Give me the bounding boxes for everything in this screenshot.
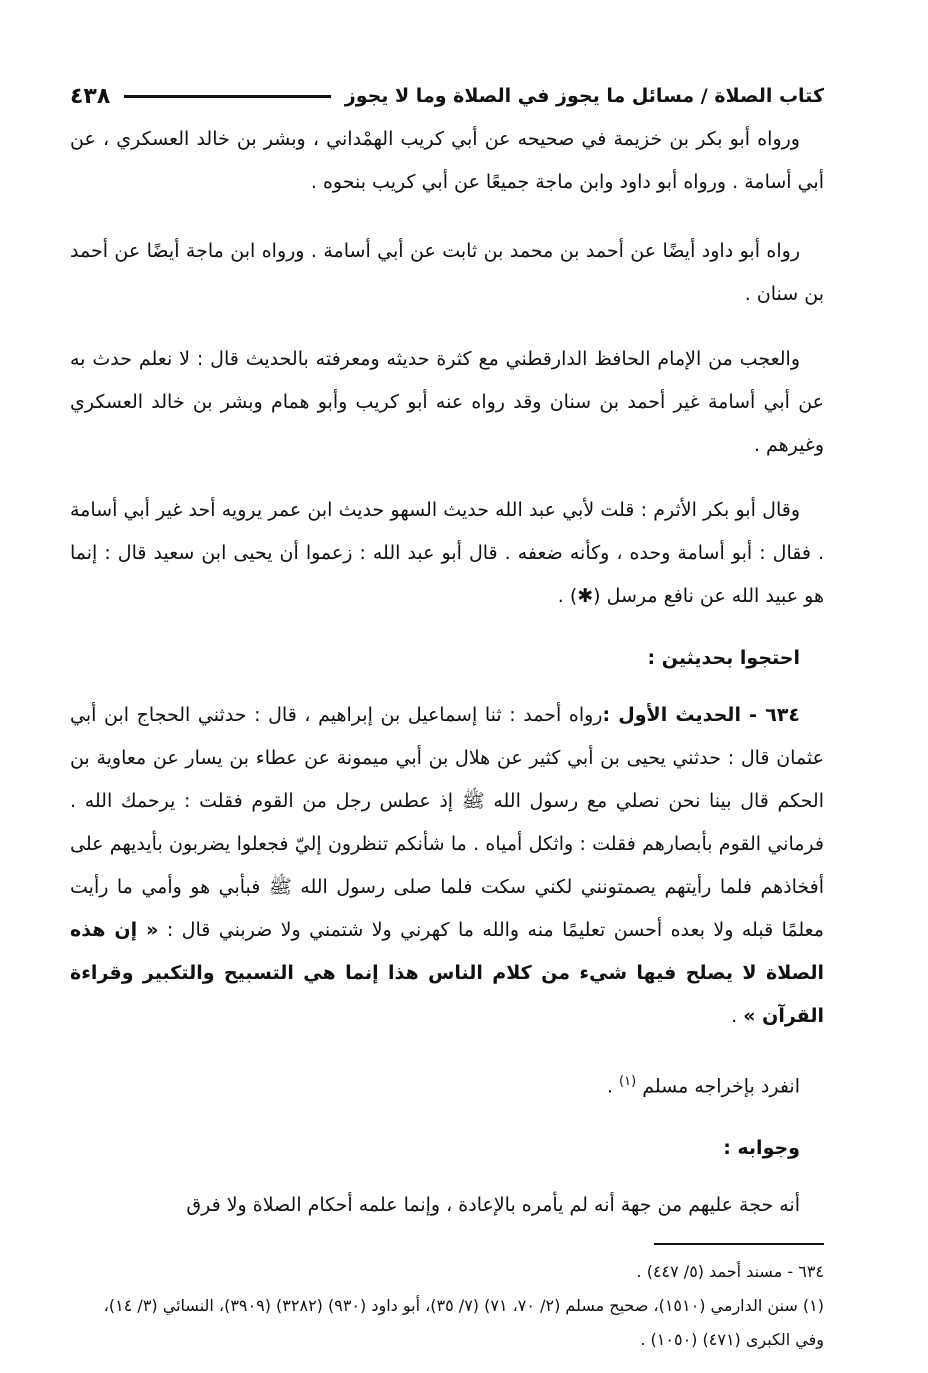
section-subheading: احتجوا بحديثين : xyxy=(647,647,800,669)
paragraph-6-text: انفرد بإخراجه مسلم xyxy=(642,1075,800,1098)
hadith-paragraph xyxy=(70,694,824,1038)
paragraph-6-end: . xyxy=(606,1075,620,1098)
hadith-lead: ٦٣٤ - الحديث الأول : xyxy=(602,704,801,726)
footnote-separator xyxy=(654,1243,824,1245)
answer-label: وجوابه : xyxy=(723,1137,800,1160)
footnote-marker: (١) xyxy=(619,1074,637,1089)
header-rule xyxy=(124,95,330,98)
page-number: ٤٣٨ xyxy=(70,83,111,109)
paragraph-4: وقال أبو بكر الأثرم : قلت لأبي عبد الله حديث السهو حديث ابن عمر يرويه أحد غير أبي أسامة . فقال : أبو أسامة وحده ، وكأنه ضعفه . قال أبو عبد الله : زعموا أن يحيى ابن سعيد قال : إنما هو عبيد الله عن نافع مرسل (✱) . xyxy=(70,499,824,607)
book-page xyxy=(70,78,824,1357)
hadith-quote: « إن هذه الصلاة لا يصلح فيها شيء من كلام الناس هذا إنما هي التسبيح والتكبير وقراءة القرآن » xyxy=(70,919,824,1027)
paragraph-6 xyxy=(70,1060,824,1108)
paragraph-1: ورواه أبو بكر بن خزيمة في صحيحه عن أبي كريب الهمْداني ، وبشر بن خالد العسكري ، عن أبي أسامة . ورواه أبو داود وابن ماجة جميعًا عن أبي كريب بنحوه . xyxy=(70,128,824,193)
footnote-1: ٦٣٤ - مسند أحمد (٥/ ٤٤٧) . xyxy=(636,1262,824,1282)
page-header xyxy=(70,78,824,114)
footnote-2: (١) سنن الدارمي (١٥١٠)، صحيح مسلم (٢/ ٧٠، ٧١) (٧/ ٣٥)، أبو داود (٩٣٠) (٣٢٨٢) (٣٩٠٩)، النسائي (٣/ ١٤)، وفي الكبرى (٤٧١) (١٠٥٠) . xyxy=(103,1296,824,1350)
paragraph-2: رواه أبو داود أيضًا عن أحمد بن محمد بن ثابت عن أبي أسامة . ورواه ابن ماجة أيضًا عن أحمد بن سنان . xyxy=(70,240,824,305)
hadith-text: رواه أحمد : ثنا إسماعيل بن إبراهيم ، قال : حدثني الحجاج ابن أبي عثمان قال : حدثني يحيى بن أبي كثير عن هلال بن أبي ميمونة عن عطاء بن يسار عن معاوية بن الحكم قال بينا نحن نصلي مع رسول الله ﷺ إذ عطس رجل من القوم فقلت : يرحمك الله . فرماني القوم بأبصارهم فقلت : واثكل أمياه . ما شأنكم تنظرون إليّ فجعلوا يضربون بأيديهم على أفخاذهم فلما رأيتهم يصمتونني لكني سكت فلما صلى رسول الله ﷺ فبأبي هو وأمي ما رأيت معلمًا قبله ولا بعده أحسن تعليمًا منه والله ما كهرني ولا شتمني ولا ضربني قال : xyxy=(70,704,824,941)
hadith-end: . xyxy=(731,1005,744,1027)
running-title: كتاب الصلاة / مسائل ما يجوز في الصلاة وما لا يجوز xyxy=(344,85,824,107)
paragraph-3: والعجب من الإمام الحافظ الدارقطني مع كثرة حديثه ومعرفته بالحديث قال : لا نعلم حدث به عن أبي أسامة غير أحمد بن سنان وقد رواه عنه أبو كريب وأبو همام وبشر بن خالد العسكري وغيرهم . xyxy=(70,348,824,456)
paragraph-7: أنه حجة عليهم من جهة أنه لم يأمره بالإعادة ، وإنما علمه أحكام الصلاة ولا فرق xyxy=(186,1194,800,1217)
